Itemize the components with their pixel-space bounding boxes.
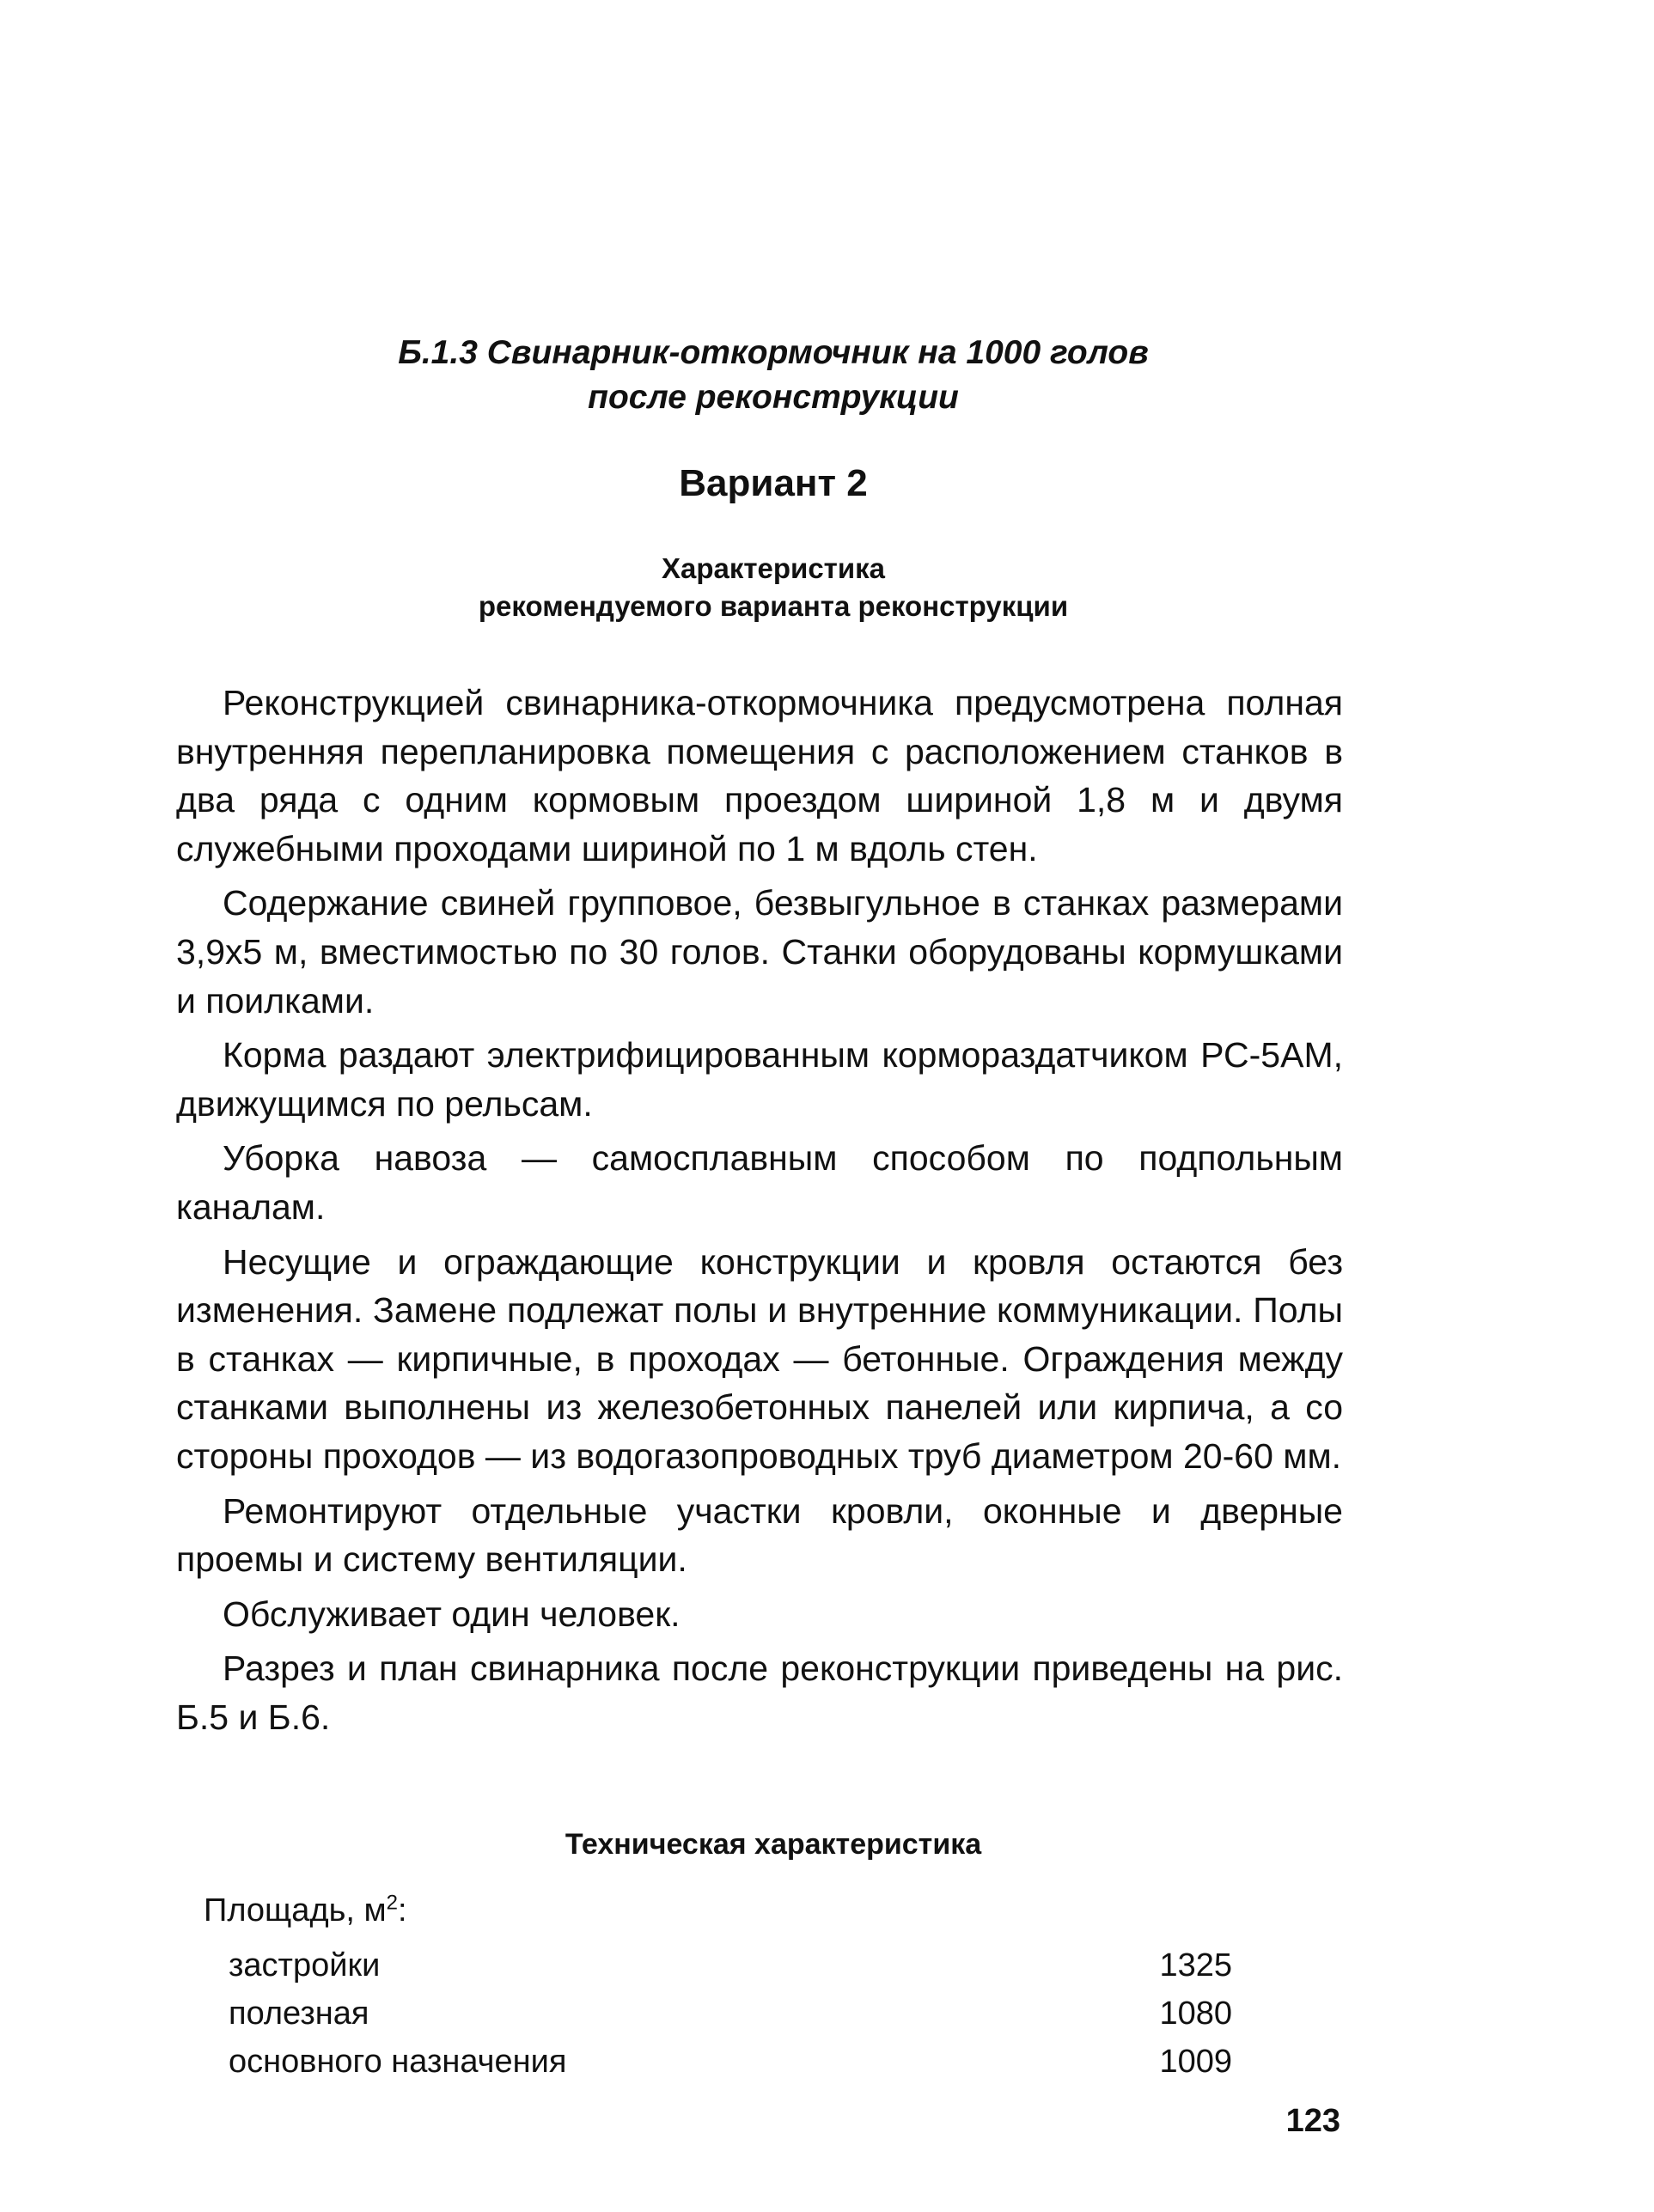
paragraph: Разрез и план свинарника после реконструкции приведены на рис. Б.5 и Б.6. xyxy=(176,1648,1343,1737)
area-unit-superscript: 2 xyxy=(386,1891,399,1915)
spec-row-useful-area xyxy=(229,1991,1232,2036)
paragraph: Корма раздают электрифицированным кормораздатчиком РС-5АМ, движущимся по рельсам. xyxy=(176,1035,1343,1124)
page-number: 123 xyxy=(1285,2103,1340,2139)
spec-value: 1080 xyxy=(1159,1996,1232,2032)
area-label-colon: : xyxy=(398,1892,407,1929)
section-title xyxy=(284,331,1263,420)
spec-row-built-up-area xyxy=(229,1943,1232,1988)
paragraph: Уборка навоза — самосплавным способом по подпольным каналам. xyxy=(176,1138,1343,1227)
technical-characteristics-title: Техническая характеристика xyxy=(565,1828,982,1861)
spec-label: застройки xyxy=(229,1947,381,1983)
characteristics-title-line-2: рекомендуемого варианта реконструкции xyxy=(478,590,1069,622)
paragraph: Ремонтируют отдельные участки кровли, оконные и дверные проемы и систему вентиляции. xyxy=(176,1490,1343,1580)
spec-label: полезная xyxy=(229,1996,369,2032)
characteristics-title xyxy=(284,550,1263,625)
spec-label: основного назначения xyxy=(229,2044,567,2080)
section-title-line-1: Б.1.3 Свинарник-откормочник на 1000 голов xyxy=(398,334,1149,371)
paragraph: Содержание свиней групповое, безвыгульное в станках размерами 3,9х5 м, вместимостью по 30 голов. Станки оборудованы кормушками и поилками. xyxy=(176,883,1343,1021)
body-text xyxy=(176,679,1343,1747)
paragraph: Реконструкцией свинарника-откормочника предусмотрена полная внутренняя перепланировка помещения с расположением станков в два ряда с одним кормовым проездом шириной 1,8 м и двумя служебными проходами шириной по 1 м вдоль стен. xyxy=(176,683,1343,868)
area-label: Площадь, м xyxy=(204,1892,387,1929)
spec-row-main-purpose-area xyxy=(229,2039,1232,2084)
characteristics-title-line-1: Характеристика xyxy=(661,552,886,584)
paragraph: Несущие и ограждающие конструкции и кровля остаются без изменения. Замене подлежат полы и внутренние коммуникации. Полы в станках — кирпичные, в проходах — бетонные. Ограждения между станками выполнены из железобетонных панелей или кирпича, а со стороны проходов — из водогазопроводных труб диаметром 20-60 мм. xyxy=(176,1241,1343,1476)
variant-title: Вариант 2 xyxy=(679,462,868,504)
paragraph: Обслуживает один человек. xyxy=(223,1593,681,1634)
spec-value: 1009 xyxy=(1159,2044,1232,2080)
area-heading xyxy=(204,1889,407,1932)
spec-value: 1325 xyxy=(1159,1947,1232,1983)
section-title-line-2: после реконструкции xyxy=(588,379,959,416)
